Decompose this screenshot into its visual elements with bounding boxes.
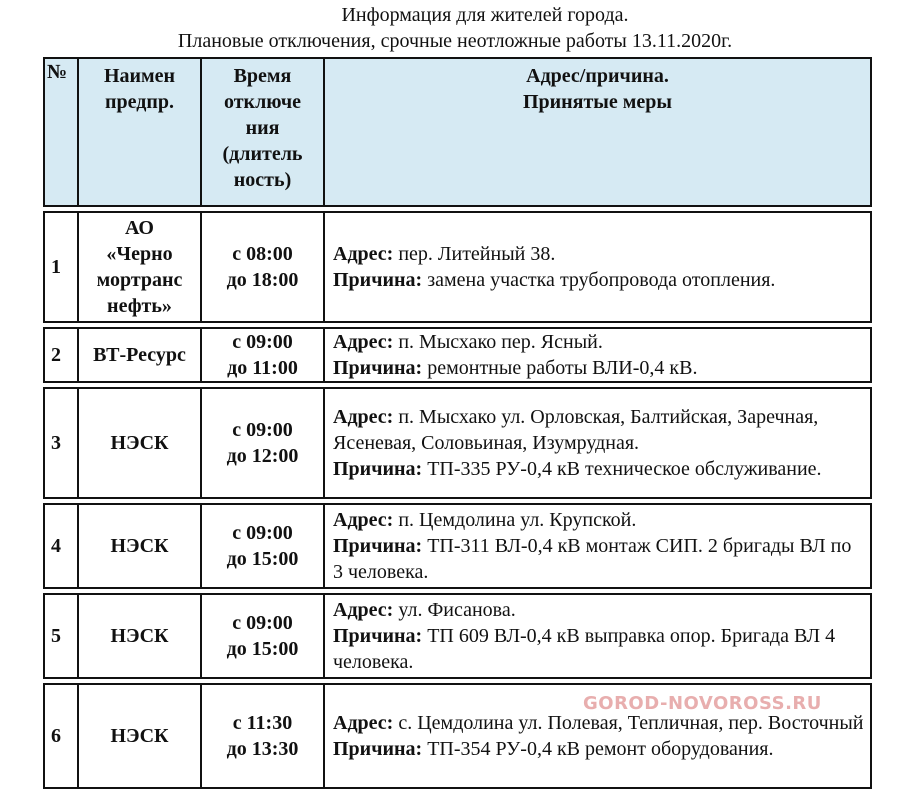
row-organization bbox=[78, 212, 201, 322]
time-from: с 09:00 bbox=[232, 331, 293, 353]
address-value: п. Мысхако пер. Ясный. bbox=[398, 331, 603, 353]
address-value: п. Цемдолина ул. Крупской. bbox=[398, 509, 637, 531]
organization-line: мортранс bbox=[96, 269, 183, 291]
col-header-time-line: (длитель bbox=[222, 143, 303, 165]
reason-line bbox=[333, 456, 864, 482]
organization-line: ВТ-Ресурс bbox=[93, 344, 186, 366]
table-header-row bbox=[44, 58, 871, 206]
reason-label: Причина: bbox=[333, 458, 423, 480]
page-header bbox=[0, 2, 900, 54]
col-header-address bbox=[324, 58, 871, 206]
time-to: до 13:30 bbox=[226, 738, 299, 760]
time-to: до 11:00 bbox=[227, 357, 298, 379]
organization-line: нефть» bbox=[107, 295, 172, 317]
organization-line: АО bbox=[124, 217, 154, 239]
row-time bbox=[201, 388, 324, 498]
row-details bbox=[324, 388, 871, 498]
col-header-time-line: ния bbox=[245, 117, 280, 139]
reason-label: Причина: bbox=[333, 738, 423, 760]
address-label: Адрес: bbox=[333, 509, 394, 531]
col-header-address-line: Адрес/причина. bbox=[526, 65, 669, 87]
time-from: с 08:00 bbox=[232, 243, 293, 265]
time-from: с 09:00 bbox=[232, 419, 293, 441]
row-number: 4 bbox=[44, 504, 78, 588]
reason-label: Причина: bbox=[333, 535, 423, 557]
reason-label: Причина: bbox=[333, 269, 423, 291]
col-header-address-line: Принятые меры bbox=[522, 91, 673, 113]
row-details bbox=[324, 594, 871, 678]
organization-line: НЭСК bbox=[110, 625, 169, 647]
col-header-num: № bbox=[44, 58, 78, 206]
reason-value: ТП-311 ВЛ-0,4 кВ монтаж СИП. 2 бригады ВЛ по 3 человека. bbox=[333, 535, 852, 583]
col-header-name-line: предпр. bbox=[104, 91, 175, 113]
table-row bbox=[44, 212, 871, 322]
table-row bbox=[44, 594, 871, 678]
reason-line bbox=[333, 533, 864, 585]
address-label: Адрес: bbox=[333, 243, 394, 265]
address-line bbox=[333, 329, 864, 355]
row-number: 2 bbox=[44, 328, 78, 382]
row-time bbox=[201, 504, 324, 588]
row-time bbox=[201, 328, 324, 382]
reason-value: ремонтные работы ВЛИ-0,4 кВ. bbox=[427, 357, 698, 379]
address-value: с. Цемдолина ул. Полевая, Тепличная, пер. Восточный bbox=[398, 712, 864, 734]
organization-line: НЭСК bbox=[110, 535, 169, 557]
reason-label: Причина: bbox=[333, 625, 423, 647]
row-number: 6 bbox=[44, 684, 78, 788]
row-number: 1 bbox=[44, 212, 78, 322]
reason-value: ТП 609 ВЛ-0,4 кВ выправка опор. Бригада ВЛ 4 человека. bbox=[333, 625, 836, 673]
col-header-time-line: отключе bbox=[224, 91, 301, 113]
address-label: Адрес: bbox=[333, 599, 394, 621]
reason-line bbox=[333, 355, 864, 381]
organization-line: НЭСК bbox=[110, 432, 169, 454]
address-value: пер. Литейный 38. bbox=[398, 243, 556, 265]
address-label: Адрес: bbox=[333, 712, 394, 734]
organization-line: «Черно bbox=[106, 243, 173, 265]
table-row bbox=[44, 504, 871, 588]
col-header-time-line: ность) bbox=[233, 169, 292, 191]
row-details bbox=[324, 212, 871, 322]
watermark: GOROD-NOVOROSS.RU bbox=[583, 693, 822, 714]
col-header-name-line: Наимен bbox=[103, 65, 176, 87]
row-organization bbox=[78, 504, 201, 588]
row-details bbox=[324, 504, 871, 588]
row-details bbox=[324, 328, 871, 382]
time-from: с 09:00 bbox=[232, 612, 293, 634]
address-label: Адрес: bbox=[333, 406, 394, 428]
address-line bbox=[333, 241, 864, 267]
time-to: до 15:00 bbox=[226, 638, 299, 660]
reason-value: ТП-354 РУ-0,4 кВ ремонт оборудования. bbox=[427, 738, 774, 760]
address-value: ул. Фисанова. bbox=[398, 599, 516, 621]
time-to: до 12:00 bbox=[226, 445, 299, 467]
address-line bbox=[333, 404, 864, 456]
row-organization bbox=[78, 328, 201, 382]
address-line bbox=[333, 507, 864, 533]
row-time bbox=[201, 212, 324, 322]
time-from: с 09:00 bbox=[232, 522, 293, 544]
row-number: 3 bbox=[44, 388, 78, 498]
time-from: с 11:30 bbox=[232, 712, 293, 734]
reason-label: Причина: bbox=[333, 357, 423, 379]
time-to: до 18:00 bbox=[226, 269, 299, 291]
row-number: 5 bbox=[44, 594, 78, 678]
time-to: до 15:00 bbox=[226, 548, 299, 570]
col-header-time bbox=[201, 58, 324, 206]
organization-line: НЭСК bbox=[110, 725, 169, 747]
address-label: Адрес: bbox=[333, 331, 394, 353]
address-value: п. Мысхако ул. Орловская, Балтийская, Заречная, Ясеневая, Соловьиная, Изумрудная. bbox=[333, 406, 819, 454]
address-line bbox=[333, 597, 864, 623]
header-subtitle: Плановые отключения, срочные неотложные работы 13.11.2020г. bbox=[177, 30, 733, 52]
outage-table bbox=[43, 57, 872, 789]
col-header-name bbox=[78, 58, 201, 206]
reason-value: замена участка трубопровода отопления. bbox=[427, 269, 776, 291]
reason-line bbox=[333, 267, 864, 293]
reason-value: ТП-335 РУ-0,4 кВ техническое обслуживание. bbox=[427, 458, 822, 480]
row-time bbox=[201, 594, 324, 678]
col-header-time-line: Время bbox=[233, 65, 292, 87]
row-organization bbox=[78, 594, 201, 678]
reason-line bbox=[333, 623, 864, 675]
row-organization bbox=[78, 388, 201, 498]
table-row bbox=[44, 328, 871, 382]
header-title: Информация для жителей города. bbox=[341, 4, 629, 26]
reason-line bbox=[333, 736, 864, 762]
row-organization bbox=[78, 684, 201, 788]
table-row bbox=[44, 388, 871, 498]
row-time bbox=[201, 684, 324, 788]
